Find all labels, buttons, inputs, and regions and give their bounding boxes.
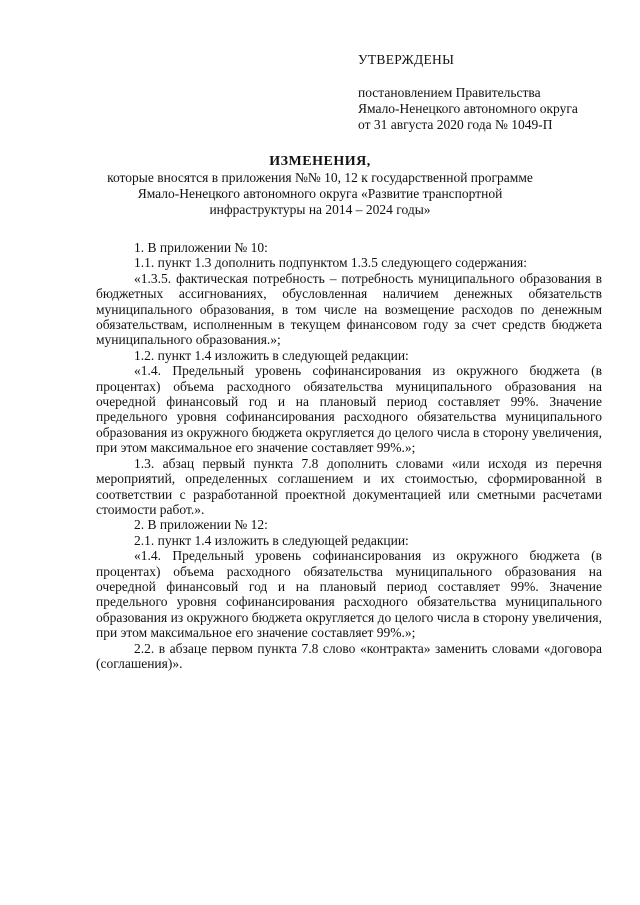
approval-block [358,52,620,133]
document-title: ИЗМЕНЕНИЯ, [269,154,371,169]
header-line-3: инфраструктуры на 2014 – 2024 годы» [209,202,431,217]
approval-line-3: от 31 августа 2020 года № 1049-П [358,117,553,132]
document-body [96,240,602,671]
paragraph-1-3: 1.3. абзац первый пункта 7.8 дополнить словами «или исходя из перечня мероприятий, определенных соглашением и их стоимостью, сформированной в соответствии с разработанной проектной документацией или сметными расчетами стоимости работ.». [96,455,602,517]
document-header [95,154,545,218]
paragraph-1-1: 1.1. пункт 1.3 дополнить подпунктом 1.3.5 следующего содержания: [134,255,527,271]
approval-heading: УТВЕРЖДЕНЫ [358,52,455,67]
paragraph-1-2: 1.2. пункт 1.4 изложить в следующей редакции: [134,347,409,363]
paragraph-2-1: 2.1. пункт 1.4 изложить в следующей редакции: [134,532,409,548]
paragraph-2: 2. В приложении № 12: [134,517,268,533]
approval-line-1: постановлением Правительства [358,85,541,100]
paragraph-2-1-text: «1.4. Предельный уровень софинансирования из окружного бюджета (в процентах) объема расходного обязательства муниципального образования на очередной финансовый год и на плановый период составляет 99%. Значение предельного уровня софинансирования расходного обязательства муниципального образования из окружного бюджета округляется до целого числа в сторону увеличения, при этом максимальное его значение составляет 99%.»; [96,548,602,641]
paragraph-1: 1. В приложении № 10: [134,240,268,255]
header-line-2: Ямало-Ненецкого автономного округа «Развитие транспортной [137,186,503,201]
paragraph-1-2-text: «1.4. Предельный уровень софинансирования из окружного бюджета (в процентах) объема расходного обязательства муниципального образования на очередной финансовый год и на плановый период составляет 99%. Значение предельного уровня софинансирования расходного обязательства муниципального образования из окружного бюджета округляется до целого числа в сторону увеличения, при этом максимальное его значение составляет 99%.»; [96,363,602,456]
paragraph-2-2: 2.2. в абзаце первом пункта 7.8 слово «контракта» заменить словами «договора (соглашения)». [96,640,602,671]
approval-line-2: Ямало-Ненецкого автономного округа [358,101,578,116]
header-line-1: которые вносятся в приложения №№ 10, 12 к государственной программе [107,170,533,185]
paragraph-1-1-text: «1.3.5. фактическая потребность – потребность муниципального образования в бюджетных ассигнованиях, обусловленная наличием денежных обязательств муниципального образования, в том числе на возмещение расходов по денежным обязательствам, исполненным в текущем финансовом году за счет средств бюджета муниципального образования.»; [96,270,602,348]
